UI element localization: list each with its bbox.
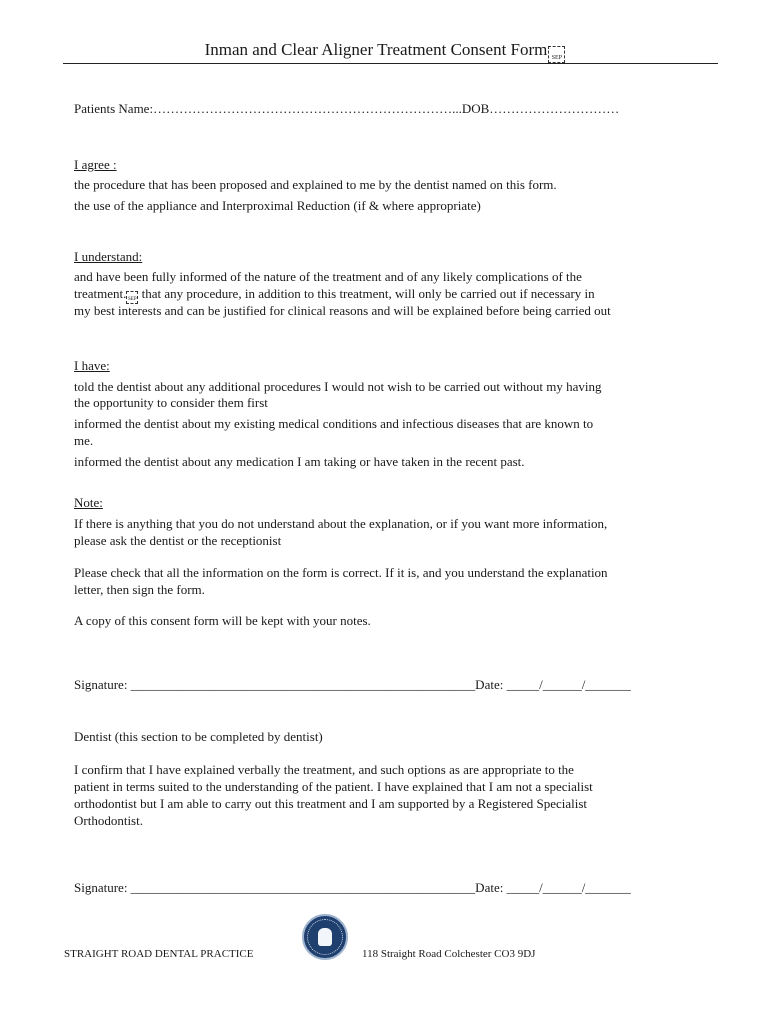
agree-item: the use of the appliance and Interproximal Reduction (if & where appropriate) xyxy=(74,198,481,213)
title-rule xyxy=(63,63,718,64)
patient-signature-date-line[interactable]: Signature: _____________________________________________________Date: _____/______/_______ xyxy=(74,677,631,692)
understand-line-part: treatment. xyxy=(74,286,127,301)
have-item-line: informed the dentist about any medication I am taking or have taken in the recent past. xyxy=(74,454,525,469)
understand-heading: I understand: xyxy=(74,249,143,264)
tooth-icon xyxy=(318,928,332,946)
dentist-confirm-line: I confirm that I have explained verbally the treatment, and such options as are appropriate to the xyxy=(74,762,574,777)
practice-address: 118 Straight Road Colchester CO3 9DJ xyxy=(362,948,536,960)
form-title xyxy=(0,40,770,63)
tooth-logo-icon xyxy=(302,914,348,960)
have-item-line: me. xyxy=(74,433,94,448)
practice-name: STRAIGHT ROAD DENTAL PRACTICE xyxy=(64,948,254,960)
note-heading: Note: xyxy=(74,495,103,510)
have-heading: I have: xyxy=(74,358,110,373)
dentist-confirm-line: orthodontist but I am able to carry out this treatment and I am supported by a Registered Specialist xyxy=(74,796,588,811)
check-line: Please check that all the information on the form is correct. If it is, and you understand the explanation xyxy=(74,565,608,580)
sep-placeholder-icon: SEP xyxy=(548,46,565,63)
understand-line-part: that any procedure, in addition to this treatment, will only be carried out if necessary in xyxy=(138,286,595,301)
note-line: If there is anything that you do not understand about the explanation, or if you want more information, xyxy=(74,516,608,531)
dentist-signature-date-line[interactable]: Signature: _____________________________________________________Date: _____/______/_______ xyxy=(74,880,631,895)
understand-line: my best interests and can be justified for clinical reasons and will be explained before being carried out xyxy=(74,303,611,318)
sep-placeholder-icon: SEP xyxy=(126,291,138,304)
agree-heading: I agree : xyxy=(74,157,117,172)
dentist-confirm-line: Orthodontist. xyxy=(74,813,143,828)
agree-item: the procedure that has been proposed and explained to me by the dentist named on this form. xyxy=(74,177,557,192)
title-text: Inman and Clear Aligner Treatment Consent Form xyxy=(204,40,548,59)
patient-name-dob-line[interactable]: Patients Name:……………………………………………………………...DOB………………………… xyxy=(74,101,620,116)
check-line: letter, then sign the form. xyxy=(74,582,205,597)
note-line: please ask the dentist or the receptionist xyxy=(74,533,282,548)
copy-note: A copy of this consent form will be kept with your notes. xyxy=(74,613,371,628)
dentist-confirm-line: patient in terms suited to the understanding of the patient. I have explained that I am not a specialist xyxy=(74,779,593,794)
dentist-section-heading: Dentist (this section to be completed by dentist) xyxy=(74,729,323,744)
have-item-line: told the dentist about any additional procedures I would not wish to be carried out without my having xyxy=(74,379,602,394)
have-item-line: informed the dentist about my existing medical conditions and infectious diseases that are known to xyxy=(74,416,594,431)
understand-line: and have been fully informed of the nature of the treatment and of any likely complications of the xyxy=(74,269,582,284)
have-item-line: the opportunity to consider them first xyxy=(74,395,268,410)
